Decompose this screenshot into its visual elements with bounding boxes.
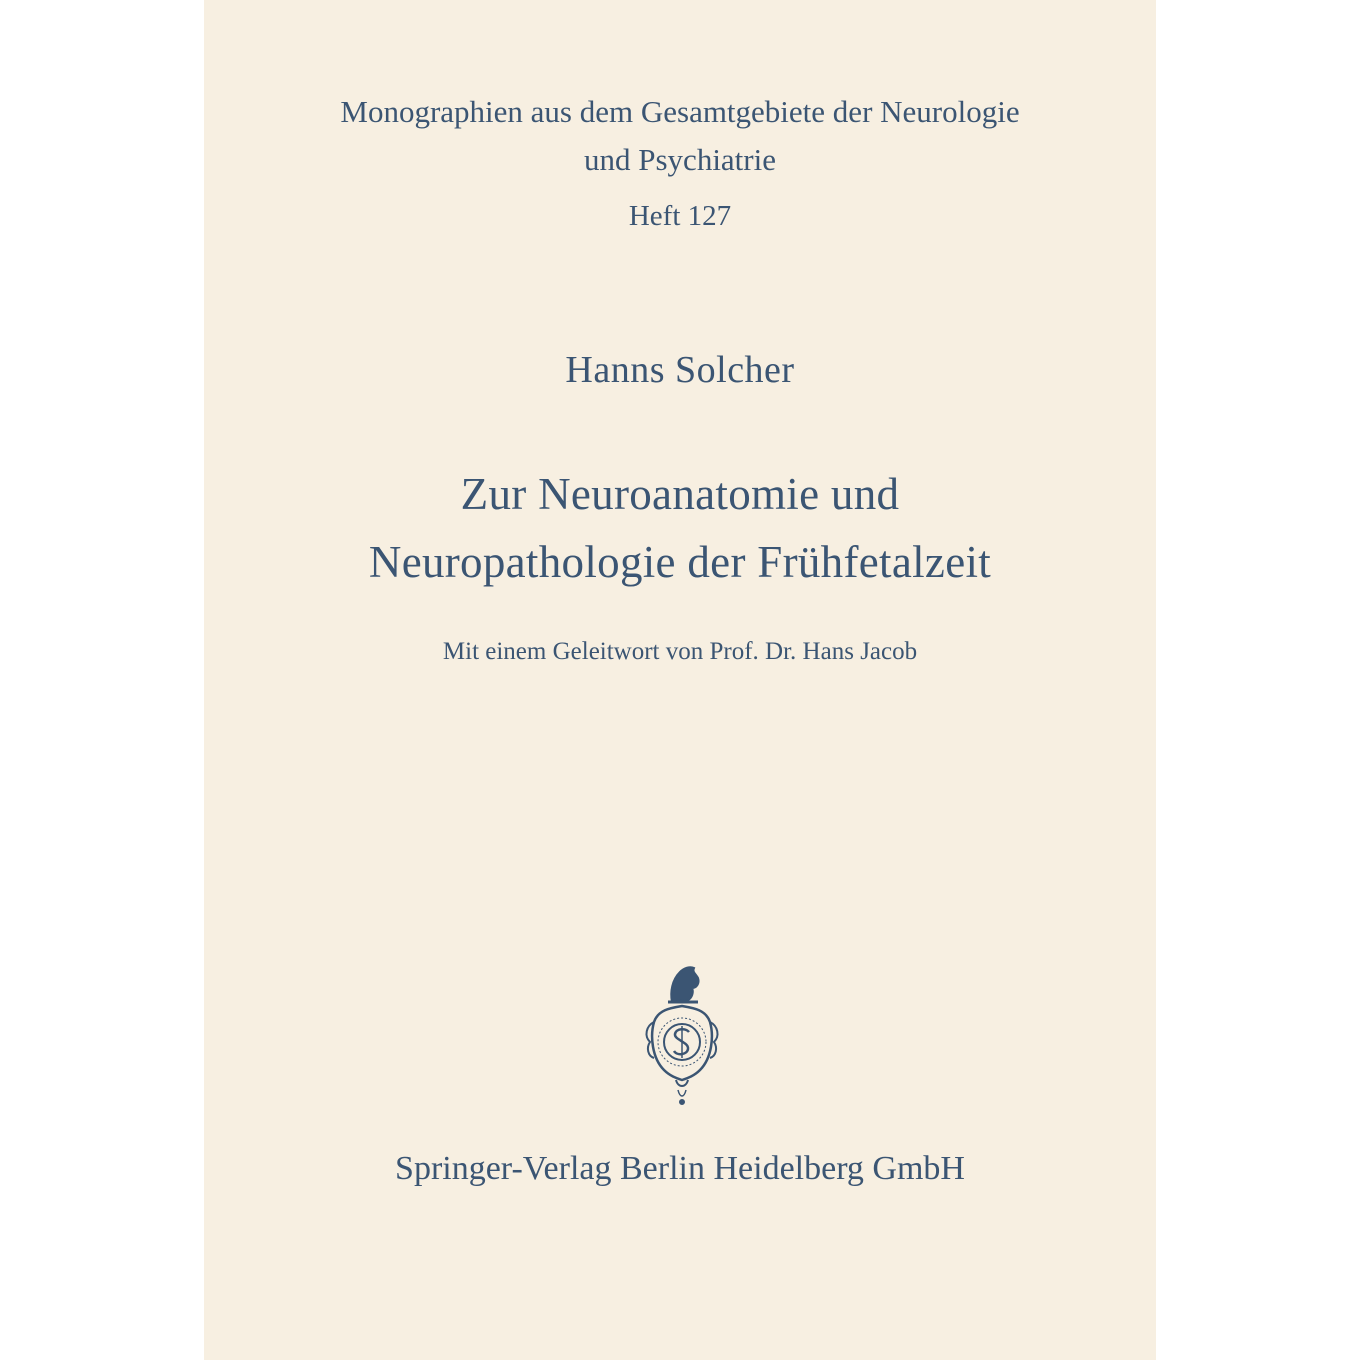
author-name: Hanns Solcher xyxy=(565,349,795,391)
series-title-line-1: Monographien aus dem Gesamtgebiete der Neurologie xyxy=(340,94,1020,129)
book-title-line-2: Neuropathologie der Frühfetalzeit xyxy=(368,537,992,587)
springer-knight-emblem-icon xyxy=(642,962,722,1106)
series-title-line-2: und Psychiatrie xyxy=(584,142,776,177)
publisher-name: Springer-Verlag Berlin Heidelberg GmbH xyxy=(395,1150,965,1187)
book-cover xyxy=(204,0,1156,1360)
foreword-credit: Mit einem Geleitwort von Prof. Dr. Hans Jacob xyxy=(442,638,918,665)
issue-number: Heft 127 xyxy=(628,200,732,232)
book-title-line-1: Zur Neuroanatomie und xyxy=(460,469,900,519)
